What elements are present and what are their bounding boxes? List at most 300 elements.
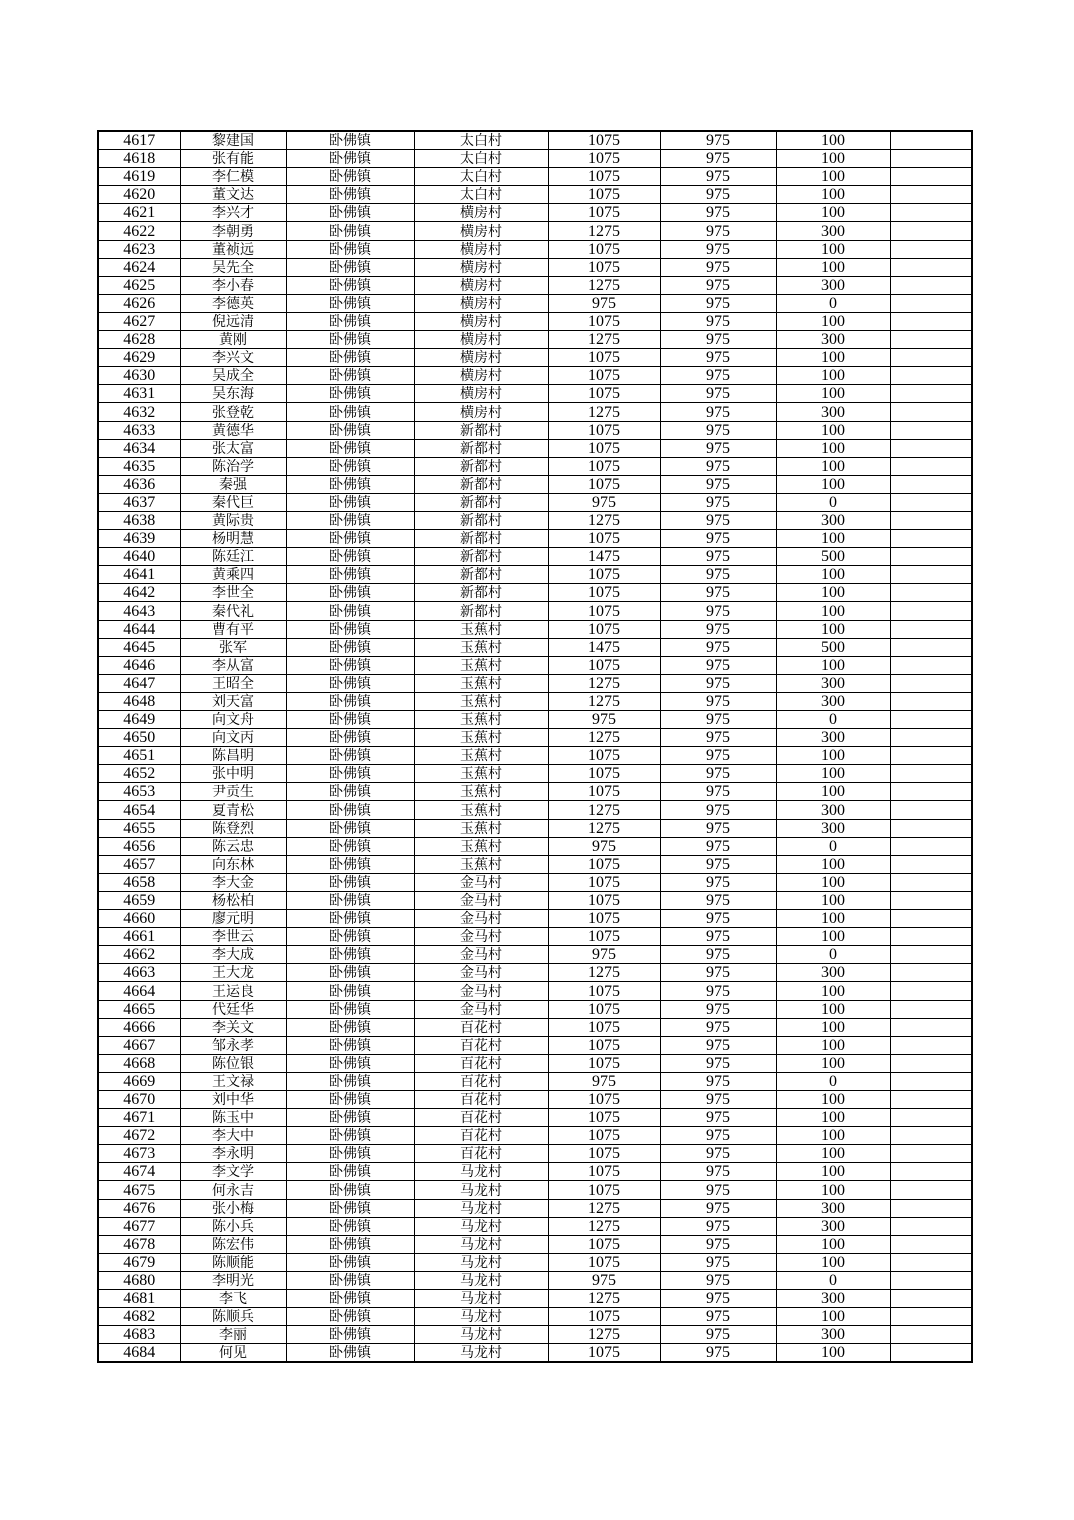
table-row [98, 1308, 972, 1326]
cell-blank [890, 783, 972, 801]
cell-number: 4645 [98, 638, 180, 656]
cell-blank [890, 276, 972, 294]
cell-amount-total: 1275 [548, 729, 660, 747]
cell-amount-base: 975 [660, 1072, 776, 1090]
cell-amount-total: 975 [548, 711, 660, 729]
table-row [98, 1036, 972, 1054]
cell-village: 太白村 [414, 186, 548, 204]
cell-name: 张军 [180, 638, 286, 656]
cell-village: 玉蕉村 [414, 638, 548, 656]
cell-blank [890, 530, 972, 548]
cell-number: 4669 [98, 1072, 180, 1090]
table-body [98, 131, 972, 1362]
cell-village: 横房村 [414, 403, 548, 421]
cell-amount-total: 1275 [548, 511, 660, 529]
cell-number: 4625 [98, 276, 180, 294]
table-row [98, 168, 972, 186]
cell-village: 新都村 [414, 602, 548, 620]
cell-blank [890, 457, 972, 475]
cell-blank [890, 1054, 972, 1072]
cell-amount-difference: 100 [776, 584, 890, 602]
table-row [98, 331, 972, 349]
cell-amount-total: 1475 [548, 638, 660, 656]
cell-name: 李兴才 [180, 204, 286, 222]
table-row [98, 1290, 972, 1308]
cell-amount-base: 975 [660, 1271, 776, 1289]
cell-blank [890, 150, 972, 168]
cell-number: 4621 [98, 204, 180, 222]
cell-amount-total: 1075 [548, 367, 660, 385]
cell-village: 百花村 [414, 1036, 548, 1054]
cell-village: 百花村 [414, 1018, 548, 1036]
cell-town: 卧佛镇 [286, 530, 414, 548]
cell-village: 百花村 [414, 1109, 548, 1127]
cell-town: 卧佛镇 [286, 855, 414, 873]
cell-town: 卧佛镇 [286, 1054, 414, 1072]
cell-name: 刘天富 [180, 692, 286, 710]
cell-name: 黄际贵 [180, 511, 286, 529]
cell-name: 李大成 [180, 946, 286, 964]
cell-number: 4665 [98, 1000, 180, 1018]
cell-town: 卧佛镇 [286, 819, 414, 837]
cell-town: 卧佛镇 [286, 367, 414, 385]
table-row [98, 729, 972, 747]
cell-amount-base: 975 [660, 475, 776, 493]
cell-number: 4672 [98, 1127, 180, 1145]
table-row [98, 312, 972, 330]
cell-village: 横房村 [414, 258, 548, 276]
cell-blank [890, 638, 972, 656]
table-row [98, 1163, 972, 1181]
table-row [98, 837, 972, 855]
table-row [98, 1072, 972, 1090]
cell-number: 4658 [98, 873, 180, 891]
cell-number: 4618 [98, 150, 180, 168]
cell-name: 黄乘四 [180, 566, 286, 584]
cell-name: 陈玉中 [180, 1109, 286, 1127]
cell-amount-total: 1275 [548, 819, 660, 837]
cell-amount-difference: 100 [776, 240, 890, 258]
cell-town: 卧佛镇 [286, 638, 414, 656]
table-row [98, 186, 972, 204]
cell-name: 李大中 [180, 1127, 286, 1145]
table-row [98, 656, 972, 674]
cell-village: 太白村 [414, 150, 548, 168]
cell-number: 4620 [98, 186, 180, 204]
cell-village: 百花村 [414, 1072, 548, 1090]
cell-blank [890, 1181, 972, 1199]
cell-amount-difference: 100 [776, 1181, 890, 1199]
cell-amount-base: 975 [660, 873, 776, 891]
cell-town: 卧佛镇 [286, 1235, 414, 1253]
cell-name: 李永明 [180, 1145, 286, 1163]
cell-name: 吴成全 [180, 367, 286, 385]
cell-town: 卧佛镇 [286, 1253, 414, 1271]
cell-name: 李世全 [180, 584, 286, 602]
cell-amount-difference: 100 [776, 1090, 890, 1108]
table-row [98, 1235, 972, 1253]
cell-amount-base: 975 [660, 765, 776, 783]
table-row [98, 674, 972, 692]
cell-town: 卧佛镇 [286, 349, 414, 367]
cell-amount-total: 975 [548, 1072, 660, 1090]
cell-amount-total: 1275 [548, 1290, 660, 1308]
table-row [98, 982, 972, 1000]
cell-number: 4670 [98, 1090, 180, 1108]
cell-number: 4632 [98, 403, 180, 421]
table-row [98, 150, 972, 168]
table-row [98, 928, 972, 946]
cell-amount-base: 975 [660, 331, 776, 349]
cell-amount-total: 1075 [548, 584, 660, 602]
cell-village: 横房村 [414, 385, 548, 403]
cell-amount-difference: 100 [776, 656, 890, 674]
cell-name: 秦强 [180, 475, 286, 493]
cell-amount-base: 975 [660, 186, 776, 204]
cell-amount-difference: 100 [776, 620, 890, 638]
table-row [98, 1199, 972, 1217]
cell-village: 新都村 [414, 548, 548, 566]
cell-town: 卧佛镇 [286, 620, 414, 638]
cell-name: 尹贡生 [180, 783, 286, 801]
cell-amount-base: 975 [660, 1109, 776, 1127]
cell-number: 4675 [98, 1181, 180, 1199]
cell-amount-total: 1075 [548, 747, 660, 765]
cell-village: 横房村 [414, 312, 548, 330]
cell-village: 横房村 [414, 204, 548, 222]
cell-village: 马龙村 [414, 1199, 548, 1217]
cell-amount-total: 1075 [548, 204, 660, 222]
cell-amount-difference: 100 [776, 873, 890, 891]
cell-name: 李小春 [180, 276, 286, 294]
cell-blank [890, 891, 972, 909]
cell-amount-base: 975 [660, 312, 776, 330]
cell-village: 新都村 [414, 511, 548, 529]
cell-name: 陈顺能 [180, 1253, 286, 1271]
table-row [98, 946, 972, 964]
cell-name: 王文禄 [180, 1072, 286, 1090]
cell-town: 卧佛镇 [286, 1181, 414, 1199]
cell-blank [890, 349, 972, 367]
cell-amount-base: 975 [660, 747, 776, 765]
cell-name: 李明光 [180, 1271, 286, 1289]
cell-amount-difference: 100 [776, 602, 890, 620]
cell-amount-total: 1075 [548, 855, 660, 873]
table-row [98, 1326, 972, 1344]
cell-blank [890, 1326, 972, 1344]
cell-blank [890, 294, 972, 312]
cell-number: 4646 [98, 656, 180, 674]
cell-name: 张有能 [180, 150, 286, 168]
cell-number: 4682 [98, 1308, 180, 1326]
cell-blank [890, 331, 972, 349]
cell-name: 陈小兵 [180, 1217, 286, 1235]
cell-amount-difference: 0 [776, 837, 890, 855]
cell-blank [890, 964, 972, 982]
cell-name: 向文丙 [180, 729, 286, 747]
cell-amount-base: 975 [660, 1127, 776, 1145]
cell-town: 卧佛镇 [286, 240, 414, 258]
cell-amount-difference: 0 [776, 711, 890, 729]
cell-name: 李世云 [180, 928, 286, 946]
cell-amount-difference: 100 [776, 367, 890, 385]
table-row [98, 294, 972, 312]
cell-amount-total: 1075 [548, 1253, 660, 1271]
cell-name: 陈顺兵 [180, 1308, 286, 1326]
cell-number: 4664 [98, 982, 180, 1000]
cell-number: 4661 [98, 928, 180, 946]
cell-number: 4663 [98, 964, 180, 982]
cell-town: 卧佛镇 [286, 1290, 414, 1308]
cell-amount-base: 975 [660, 620, 776, 638]
cell-amount-difference: 0 [776, 1072, 890, 1090]
cell-number: 4650 [98, 729, 180, 747]
cell-amount-total: 975 [548, 837, 660, 855]
cell-name: 李文学 [180, 1163, 286, 1181]
table-row [98, 1127, 972, 1145]
cell-town: 卧佛镇 [286, 331, 414, 349]
cell-name: 李飞 [180, 1290, 286, 1308]
cell-village: 新都村 [414, 421, 548, 439]
cell-amount-difference: 100 [776, 1109, 890, 1127]
cell-amount-base: 975 [660, 258, 776, 276]
cell-town: 卧佛镇 [286, 222, 414, 240]
table-row [98, 204, 972, 222]
cell-amount-base: 975 [660, 910, 776, 928]
table-row [98, 349, 972, 367]
table-row [98, 891, 972, 909]
cell-name: 黄德华 [180, 421, 286, 439]
cell-village: 百花村 [414, 1090, 548, 1108]
cell-amount-total: 1075 [548, 421, 660, 439]
cell-amount-difference: 100 [776, 1253, 890, 1271]
cell-town: 卧佛镇 [286, 692, 414, 710]
cell-amount-base: 975 [660, 711, 776, 729]
cell-amount-difference: 100 [776, 910, 890, 928]
cell-number: 4655 [98, 819, 180, 837]
cell-amount-difference: 100 [776, 783, 890, 801]
cell-name: 何见 [180, 1344, 286, 1363]
cell-town: 卧佛镇 [286, 711, 414, 729]
cell-amount-base: 975 [660, 204, 776, 222]
cell-town: 卧佛镇 [286, 493, 414, 511]
cell-number: 4640 [98, 548, 180, 566]
cell-blank [890, 1290, 972, 1308]
cell-village: 金马村 [414, 1000, 548, 1018]
cell-village: 马龙村 [414, 1163, 548, 1181]
cell-village: 新都村 [414, 530, 548, 548]
cell-town: 卧佛镇 [286, 457, 414, 475]
cell-amount-total: 1075 [548, 1344, 660, 1363]
cell-number: 4674 [98, 1163, 180, 1181]
cell-name: 张太富 [180, 439, 286, 457]
cell-number: 4635 [98, 457, 180, 475]
cell-blank [890, 312, 972, 330]
cell-amount-base: 975 [660, 548, 776, 566]
cell-amount-total: 1275 [548, 964, 660, 982]
cell-amount-total: 1075 [548, 910, 660, 928]
cell-amount-total: 1075 [548, 620, 660, 638]
table-row [98, 1054, 972, 1072]
cell-amount-difference: 300 [776, 801, 890, 819]
cell-name: 刘中华 [180, 1090, 286, 1108]
cell-amount-difference: 0 [776, 294, 890, 312]
cell-blank [890, 928, 972, 946]
cell-amount-base: 975 [660, 1308, 776, 1326]
cell-amount-base: 975 [660, 1235, 776, 1253]
cell-amount-base: 975 [660, 566, 776, 584]
cell-amount-total: 1075 [548, 783, 660, 801]
cell-number: 4678 [98, 1235, 180, 1253]
cell-amount-total: 1275 [548, 801, 660, 819]
table-row [98, 873, 972, 891]
cell-number: 4652 [98, 765, 180, 783]
cell-amount-base: 975 [660, 1181, 776, 1199]
cell-amount-difference: 300 [776, 692, 890, 710]
cell-amount-difference: 100 [776, 349, 890, 367]
cell-blank [890, 656, 972, 674]
table-row [98, 493, 972, 511]
cell-town: 卧佛镇 [286, 801, 414, 819]
cell-blank [890, 711, 972, 729]
table-row [98, 910, 972, 928]
cell-amount-total: 1075 [548, 1090, 660, 1108]
cell-amount-total: 1075 [548, 312, 660, 330]
cell-number: 4633 [98, 421, 180, 439]
cell-blank [890, 1145, 972, 1163]
cell-amount-base: 975 [660, 421, 776, 439]
cell-name: 秦代巨 [180, 493, 286, 511]
cell-blank [890, 1308, 972, 1326]
cell-village: 马龙村 [414, 1235, 548, 1253]
cell-amount-difference: 300 [776, 403, 890, 421]
cell-amount-difference: 100 [776, 131, 890, 150]
cell-amount-base: 975 [660, 1163, 776, 1181]
cell-amount-total: 1075 [548, 168, 660, 186]
cell-number: 4626 [98, 294, 180, 312]
cell-number: 4673 [98, 1145, 180, 1163]
cell-village: 新都村 [414, 566, 548, 584]
cell-amount-total: 1075 [548, 1000, 660, 1018]
cell-amount-total: 1075 [548, 1127, 660, 1145]
cell-blank [890, 1271, 972, 1289]
cell-number: 4676 [98, 1199, 180, 1217]
cell-amount-total: 1275 [548, 276, 660, 294]
table-row [98, 475, 972, 493]
cell-blank [890, 801, 972, 819]
cell-amount-difference: 100 [776, 168, 890, 186]
cell-number: 4679 [98, 1253, 180, 1271]
cell-amount-difference: 100 [776, 1235, 890, 1253]
cell-blank [890, 946, 972, 964]
table-row [98, 457, 972, 475]
cell-amount-difference: 300 [776, 331, 890, 349]
cell-blank [890, 620, 972, 638]
cell-amount-base: 975 [660, 1217, 776, 1235]
cell-town: 卧佛镇 [286, 837, 414, 855]
table-row [98, 566, 972, 584]
table-row [98, 385, 972, 403]
cell-amount-difference: 300 [776, 1326, 890, 1344]
cell-town: 卧佛镇 [286, 584, 414, 602]
cell-amount-base: 975 [660, 1290, 776, 1308]
cell-amount-total: 1075 [548, 240, 660, 258]
table-row [98, 1018, 972, 1036]
cell-number: 4638 [98, 511, 180, 529]
cell-amount-base: 975 [660, 150, 776, 168]
cell-number: 4637 [98, 493, 180, 511]
cell-village: 玉蕉村 [414, 855, 548, 873]
cell-town: 卧佛镇 [286, 258, 414, 276]
cell-blank [890, 1217, 972, 1235]
cell-village: 金马村 [414, 946, 548, 964]
cell-amount-base: 975 [660, 367, 776, 385]
cell-name: 秦代礼 [180, 602, 286, 620]
cell-blank [890, 910, 972, 928]
cell-amount-total: 1075 [548, 258, 660, 276]
cell-village: 金马村 [414, 982, 548, 1000]
cell-blank [890, 674, 972, 692]
cell-amount-difference: 100 [776, 186, 890, 204]
table-row [98, 1145, 972, 1163]
cell-name: 向文舟 [180, 711, 286, 729]
table-row [98, 511, 972, 529]
cell-amount-total: 1075 [548, 150, 660, 168]
table-row [98, 620, 972, 638]
cell-town: 卧佛镇 [286, 783, 414, 801]
cell-name: 董祯远 [180, 240, 286, 258]
cell-amount-total: 1075 [548, 457, 660, 475]
cell-amount-base: 975 [660, 801, 776, 819]
table-row [98, 747, 972, 765]
cell-number: 4659 [98, 891, 180, 909]
cell-number: 4654 [98, 801, 180, 819]
cell-village: 金马村 [414, 873, 548, 891]
cell-amount-total: 1075 [548, 349, 660, 367]
table-row [98, 530, 972, 548]
cell-amount-total: 1075 [548, 1054, 660, 1072]
table-row [98, 1253, 972, 1271]
cell-blank [890, 1018, 972, 1036]
cell-number: 4629 [98, 349, 180, 367]
table-row [98, 711, 972, 729]
cell-village: 玉蕉村 [414, 674, 548, 692]
cell-number: 4657 [98, 855, 180, 873]
cell-blank [890, 367, 972, 385]
cell-town: 卧佛镇 [286, 150, 414, 168]
cell-town: 卧佛镇 [286, 294, 414, 312]
cell-town: 卧佛镇 [286, 566, 414, 584]
cell-amount-base: 975 [660, 783, 776, 801]
cell-blank [890, 566, 972, 584]
cell-amount-difference: 100 [776, 1054, 890, 1072]
cell-amount-base: 975 [660, 1090, 776, 1108]
cell-blank [890, 1344, 972, 1363]
cell-amount-base: 975 [660, 638, 776, 656]
cell-amount-difference: 300 [776, 674, 890, 692]
cell-amount-difference: 100 [776, 1018, 890, 1036]
table-row [98, 258, 972, 276]
cell-village: 横房村 [414, 276, 548, 294]
table-row [98, 548, 972, 566]
cell-town: 卧佛镇 [286, 168, 414, 186]
cell-blank [890, 837, 972, 855]
cell-town: 卧佛镇 [286, 747, 414, 765]
table-row [98, 801, 972, 819]
cell-amount-total: 1075 [548, 566, 660, 584]
cell-village: 玉蕉村 [414, 656, 548, 674]
cell-village: 横房村 [414, 331, 548, 349]
